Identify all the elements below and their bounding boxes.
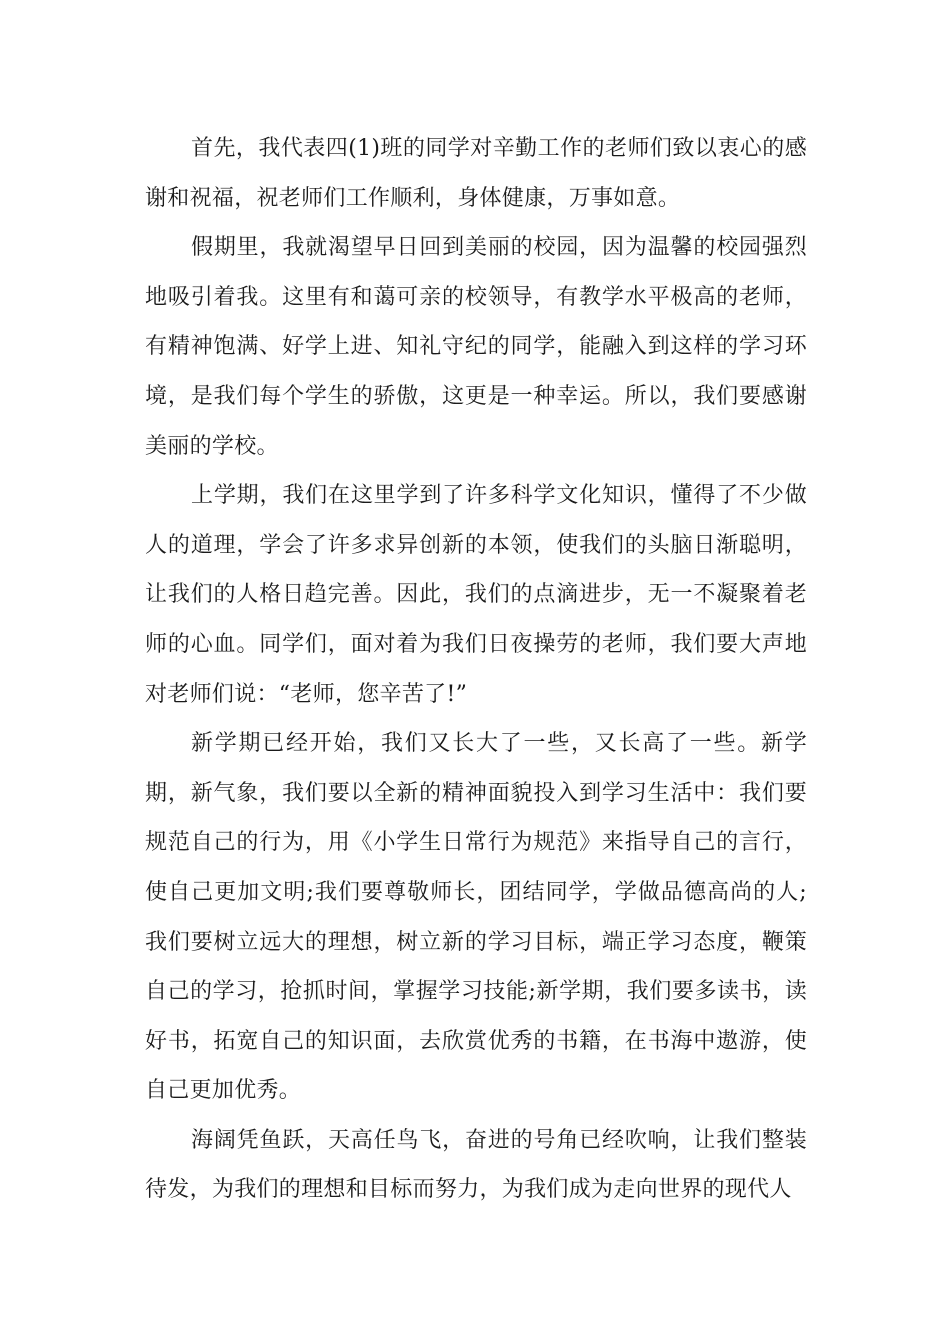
paragraph-1: 首先，我代表四(1)班的同学对辛勤工作的老师们致以衷心的感谢和祝福，祝老师们工作顺利，身体健康，万事如意。	[145, 136, 807, 211]
paragraph-4: 新学期已经开始，我们又长大了一些，又长高了一些。新学期，新气象，我们要以全新的精神面貌投入到学习生活中：我们要规范自己的行为，用《小学生日常行为规范》来指导自己的言行，使自己更加文明;我们要尊敬师长，团结同学，学做品德高尚的人;我们要树立远大的理想，树立新的学习目标，端正学习态度，鞭策自己的学习，抢抓时间，掌握学习技能;新学期，我们要多读书，读好书，拓宽自己的知识面，去欣赏优秀的书籍，在书海中遨游，使自己更加优秀。	[145, 731, 807, 1104]
document-body	[145, 124, 807, 1215]
paragraph-5: 海阔凭鱼跃，天高任鸟飞，奋进的号角已经吹响，让我们整装待发，为我们的理想和目标而努力，为我们成为走向世界的现代人	[145, 1127, 807, 1203]
paragraph-2: 假期里，我就渴望早日回到美丽的校园，因为温馨的校园强烈地吸引着我。这里有和蔼可亲的校领导，有教学水平极高的老师，有精神饱满、好学上进、知礼守纪的同学，能融入到这样的学习环境，是我们每个学生的骄傲，这更是一种幸运。所以，我们要感谢美丽的学校。	[145, 235, 807, 459]
paragraph-3: 上学期，我们在这里学到了许多科学文化知识，懂得了不少做人的道理，学会了许多求异创新的本领，使我们的头脑日渐聪明，让我们的人格日趋完善。因此，我们的点滴进步，无一不凝聚着老师的心血。同学们，面对着为我们日夜操劳的老师，我们要大声地对老师们说：“老师，您辛苦了!”	[145, 483, 807, 707]
